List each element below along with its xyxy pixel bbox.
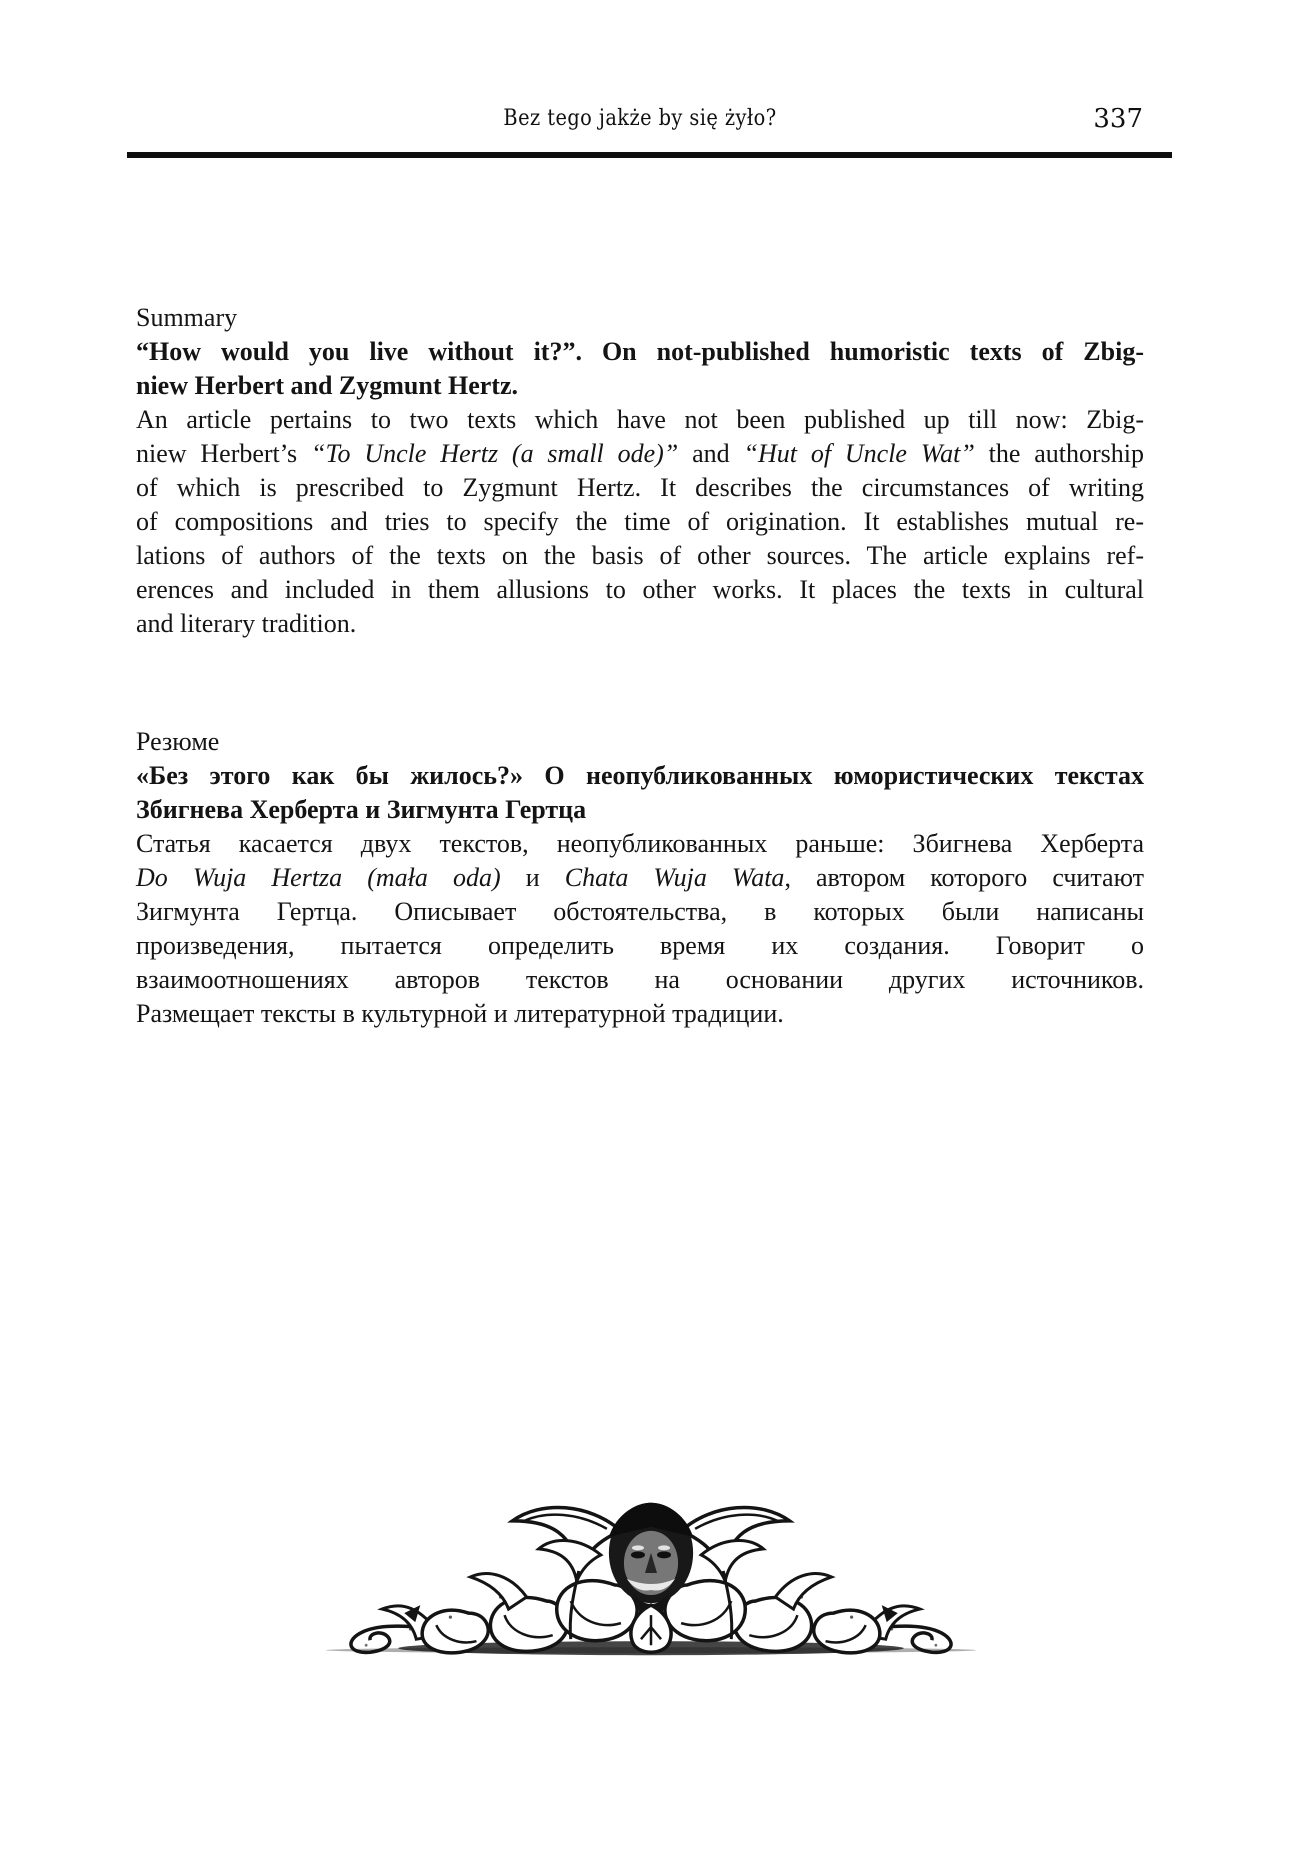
text-line bbox=[136, 793, 1144, 827]
text-line bbox=[136, 963, 1144, 997]
text-segment: взаимоотношениях авторов текстов на основании других источников. bbox=[136, 965, 1144, 994]
italic-text-segment: “Hut of Uncle Wat” bbox=[743, 439, 975, 468]
summary-section-russian bbox=[136, 725, 1144, 1031]
text-line bbox=[136, 403, 1144, 437]
text-segment: Статья касается двух текстов, неопубликованных раньше: Збигнева Херберта bbox=[136, 829, 1144, 858]
text-segment: и bbox=[500, 863, 565, 892]
summary-title-english bbox=[136, 335, 1144, 403]
italic-text-segment: Do Wuja Hertza (mała oda) bbox=[136, 863, 501, 892]
text-segment: niew Herbert’s bbox=[136, 439, 311, 468]
italic-text-segment: “To Uncle Hertz (a small ode)” bbox=[310, 439, 679, 468]
text-segment: An article pertains to two texts which have not been published up till now: Zbig- bbox=[136, 405, 1144, 434]
text-segment: of compositions and tries to specify the time of origination. It establishes mutual re- bbox=[136, 507, 1144, 536]
text-segment: the authorship bbox=[974, 439, 1145, 468]
ornament-floral-scroll bbox=[351, 1507, 637, 1652]
text-line bbox=[136, 759, 1144, 793]
text-segment: Зигмунта Гертца. Описывает обстоятельства, в которых были написаны bbox=[136, 897, 1144, 926]
text-line bbox=[136, 573, 1144, 607]
text-segment: lations of authors of the texts on the basis of other sources. The article explains ref- bbox=[136, 541, 1144, 570]
summary-body-russian bbox=[136, 827, 1144, 1031]
text-segment: Размещает тексты в культурной и литературной традиции. bbox=[136, 999, 784, 1028]
text-line bbox=[136, 929, 1144, 963]
text-segment: erences and included in them allusions to other works. It places the texts in cultural bbox=[136, 575, 1144, 604]
text-segment: of which is prescribed to Zygmunt Hertz. It describes the circumstances of writing bbox=[136, 473, 1144, 502]
header-rule bbox=[127, 152, 1172, 158]
text-line bbox=[136, 437, 1144, 471]
text-segment: произведения, пытается определить время их создания. Говорит о bbox=[136, 931, 1144, 960]
text-segment: «Без этого как бы жилось?» О неопубликованных юмористических текстах bbox=[136, 761, 1144, 790]
summary-label: Summary bbox=[136, 303, 238, 332]
summary-title-russian bbox=[136, 759, 1144, 827]
text-segment: Збигнева Херберта и Зигмунта Гертца bbox=[136, 795, 587, 824]
italic-text-segment: Chata Wuja Wata bbox=[564, 863, 785, 892]
text-segment: niew Herbert and Zygmunt Hertz. bbox=[136, 371, 519, 400]
text-segment: “How would you live without it?”. On not-published humoristic texts of Zbig- bbox=[136, 337, 1144, 366]
text-line bbox=[136, 607, 1144, 641]
ornament-vignette bbox=[320, 1496, 982, 1668]
text-line bbox=[136, 827, 1144, 861]
summary-body-english bbox=[136, 403, 1144, 641]
text-line bbox=[136, 539, 1144, 573]
text-line bbox=[136, 369, 1144, 403]
text-line bbox=[136, 861, 1144, 895]
running-header-title: Bez tego jakże by się żyło? bbox=[503, 106, 777, 131]
text-segment: and literary tradition. bbox=[136, 609, 357, 638]
text-segment: and bbox=[678, 439, 744, 468]
text-line bbox=[136, 335, 1144, 369]
text-line bbox=[136, 471, 1144, 505]
summary-section-english bbox=[136, 301, 1144, 641]
text-line bbox=[136, 895, 1144, 929]
text-line bbox=[136, 997, 1144, 1031]
text-line bbox=[136, 505, 1144, 539]
text-segment: , автором которого считают bbox=[784, 863, 1145, 892]
resume-label: Резюме bbox=[136, 727, 220, 756]
page-number: 337 bbox=[1093, 104, 1143, 134]
